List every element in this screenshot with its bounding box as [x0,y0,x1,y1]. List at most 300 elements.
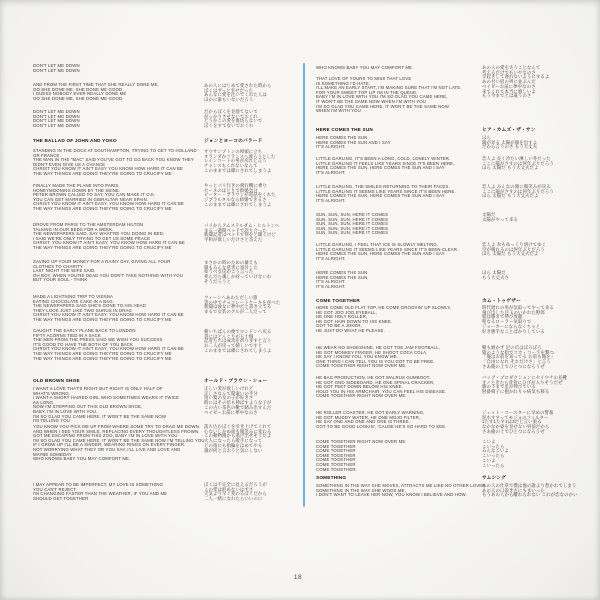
lyric-line: がっかりさせないでおくれ [204,113,258,119]
lyric-verse [316,136,478,150]
lyric-line: お二人が戻って嬉しいですと [204,343,263,349]
song-title-text: サムシング [482,475,506,480]
lyric-line: HE ONE HOLY ROLLER, [316,314,368,320]
lyric-line: ベイビーお前に夢中なのさ [204,409,258,415]
lyric-line: こいったら [482,443,505,449]
lyric-line: HERE COMES THE SUN, HERE COMES THE SUN AND I SAY [316,193,445,199]
lyric-line: まさかの時のための蓄えも [204,260,258,265]
lyric-line: SUN, SUN, SUN, HERE IT COMES [316,216,389,222]
lyric-line: I'M CHANGING FASTER THAN THE WEATHER, IF YOU AND ME [33,491,168,497]
lyric-verse [316,376,478,399]
lyric-line: あんなに愛を注いでくれた人は [204,92,267,98]
song-title [33,378,208,383]
lyric-verse [482,484,596,498]
lyric-line: OH BOY, WHEN YOU'RE DEAD YOU DON'T TAKE NOTHING WITH YOU [33,272,184,278]
lyric-line: HE GOT HAIR DOWN TO HIS KNEE. [316,318,393,324]
lyric-line: I'M SO GLAD YOU CAME HERE, IT WON'T BE THE SAME NOW I'M TELLING YOU [33,437,205,443]
lyric-line: 陽が昇る 太陽が顔を出すよ [482,139,538,145]
lyric-line: LITTLE DARLING, IT'S BEEN A LONG, COLD, LONELY WINTER. [316,156,451,161]
lyric-line: 新聞は彼女に夢中だと書き立てる [204,304,272,310]
lyric-verse [316,243,478,261]
lyric-line: やっとパリ行きの飛行機に乗り [204,183,267,188]
lyric-line: 恋人よ 長く冷たい淋しい冬だった [482,156,551,161]
lyric-line: I MAY APPEAR TO BE IMPERFECT, MY LOVE IS SOMETHING [33,482,164,487]
lyric-line: BABY I'M IN LOVE WITH YOU I'M SO GLAD YOU CAME HERE, [316,94,448,100]
lyric-line: COME TOGETHER [316,448,356,454]
lyric-line: AS LONG. [33,399,55,405]
lyric-line: 好き勝手なことばかりしている [482,328,545,334]
lyric-line: 「自由になれ それだけさ」と言う [482,359,551,365]
lyric-line: HE GOT FEET DOWN BELOW HIS KNEE. [316,384,403,390]
lyric-line: だからぼくを見捨てないで [204,109,258,114]
lyric-line: IS SOMETHING I'D HATE. [316,80,371,86]
lyric-line: 正しい愛が欲しいけれど [204,386,254,391]
lyric-verse [204,224,304,243]
lyric-line: この古い茶色の靴で踏み出すんだ [204,404,272,410]
lyric-verse [204,184,304,208]
lyric-line: OO SHE DONE ME, SHE DONE ME GOOD. [33,86,124,92]
lyric-verse [204,110,304,129]
lyric-line: 大人になったら歌手になって [204,438,263,444]
song-title [482,475,596,480]
lyric-line: ほら 太陽だ もう大丈夫だよ [482,251,539,257]
lyric-verse [204,261,304,285]
lyric-line: みんなこいよ [482,448,509,454]
lyric-line: DIDN'T EVEN GIVE US A CHANCE [33,161,106,167]
lyric-line: I'LL MAKE AN EARLY START, I'M MAKING SURE THAT I'M NOT LATE. [316,85,462,91]
lyric-verse [33,387,208,424]
lyric-line: IT'S ALRIGHT. [316,144,346,150]
lyric-line: LITTLE DARLING, THE SMILES RETURNING TO THEIR FACES. [316,184,450,189]
lyric-verse [204,330,304,354]
lyric-line: THE NEWSPAPERS SAID SHE'S GONE TO HIS HEAD [33,303,146,309]
lyric-line: HOLD YOU IN HIS ARMCHAIR, YOU CAN FEEL HIS DISEASE. [316,388,447,394]
lyric-line: IT'S GOOD TO HAVE THE BOTH OF YOU BACK [33,341,134,347]
lyric-line: 短い髪の女の子が好きさ [204,395,254,401]
lyric-line: DON'T LET ME DOWN [33,113,80,119]
lyric-line: 空が晴れるのは何年ぶりだろう [482,246,545,252]
lyric-line: FINALLY MADE THE PLANE INTO PARIS, [33,183,120,188]
song-title [316,127,478,132]
lyric-line: あの人の愛を失うことなんて [482,65,541,70]
lyric-verse [33,184,208,212]
lyric-line: なかなか姿を見せない男前だから [482,424,550,430]
lyric-verse [482,136,596,150]
lyric-line: オランダかフランスへ渡ろうとした [204,153,276,159]
lyric-line: CHRIST YOU KNOW IT AIN'T EASY, YOU KNOW HOW HARD IT CAN BE [33,312,184,318]
lyric-line: ぼくをすてないでおくれ [204,123,254,129]
lyric-line: FOR YOUR SWEET TOP LIP I'M IN THE QUEUE, [316,89,418,95]
lyric-line: COME TOGETHER [316,443,356,449]
lyric-line: 太陽だ [482,212,496,217]
lyric-line: HERE COMES THE SUN [316,135,368,140]
lyric-line: DON'T LET ME DOWN [33,122,80,128]
lyric-line: CHRIST YOU KNOW IT AIN'T EASY, YOU KNOW HOW HARD IT CAN BE [33,201,184,207]
song-title-text: ジョンとヨーコのバラード [204,138,263,143]
lyric-verse [204,483,304,502]
lyric-line: 膝の下まで足が伸びている [482,384,536,390]
lyric-line: I'M SO GLAD YOU CAME HERE, IT WON'T BE THE SAME NOW [316,103,450,109]
lyric-line: DROVE FROM PARIS TO THE AMSTERDAM HILTON [33,222,144,227]
lyric-verse [482,411,596,435]
lyric-line: IT'S ALRIGHT [316,279,345,285]
lyric-line: IT'S ALRIGHT. [316,169,346,175]
lyric-line: HE ROLLER COASTER, HE GOT EARLY WARNING, [316,410,425,415]
lyric-line: THE WAY THINGS ARE GOING THEY'RE GOING TO CRUCIFY ME [33,205,172,211]
lyric-verse [482,243,596,257]
lyric-line: LITTLE DARLING IT SEEMS LIKE YEARS SINCE IT'S BEEN HERE. [316,188,456,194]
lyric-line: 太陽がやって来る [482,216,518,222]
lyric-line: PETER BROWN CALLED TO SAY, YOU CAN MAKE IT O.K. [33,192,156,198]
page-number: 18 [293,574,303,581]
lyric-line: このままでは磔にされてしまうよ [204,167,272,173]
lyric-line: そうだろうと [204,278,231,284]
lyric-line: ほら [482,135,491,140]
lyric-line: IF I GROW UP I'LL BE A SINGER, WEARING RINGS ON EVERY FINGER. [33,442,186,448]
lyric-line: I WANT A SHORT HAIRED GIRL WHO SOMETIMES WEARS IT TWICE [33,395,180,401]
lyric-line: 朝いちばんの便でロンドンへ戻る [204,329,272,334]
lyric-line: ほら 太陽だ もう大丈夫だよ [482,193,539,199]
lyric-line: この愛は拒めないはずさ [204,486,254,492]
lyric-line: HERE COMES THE SUN [316,270,368,275]
lyric-line: もう大丈夫さ [482,274,509,280]
lyric-verse [316,440,478,472]
lyric-line: ウィーンへあわただしい旅 [204,295,258,300]
lyric-line: こいったら [482,453,505,459]
lyric-line: SHOULD GET TOGETHER [33,495,89,501]
lyric-line: LITTLE DARLING IT SEEMS LIKE YEARS SINCE IT'S BEEN CLEAR. [316,246,459,252]
lyric-line: あの人の口説き方にもまいった [482,487,545,493]
lyric-line: THEY LOOK JUST LIKE TWO GURUS IN DRAG [33,307,133,313]
song-title-text: HERE COMES THE SUN [316,127,373,132]
lyric-line: ゆうべ女房がこう言った [204,269,254,275]
lyric-line: STANDING IN THE DOCK AT SOUTHAMPTON, TRYING TO GET TO HOLLAND [33,148,197,153]
lyric-line: あの甘い唇の列に並ぶんだ [482,79,536,85]
lyric-line: ぼくはずっと幸せだった [204,87,254,93]
lyric-line: WHO KNOWS BABY YOU MAY COMFORT ME. [33,456,131,462]
lyric-line: 袋の中でチョコレートケーキを食べた [204,299,281,305]
lyric-verse [204,387,304,415]
lyric-line: セーヌのほとりで新婚気分 [204,187,258,193]
lyric-line: WHEN I'M WITH YOU [316,108,361,114]
lyric-line: 猿のような指でコカ・コーラを撃つ [482,349,554,355]
lyric-line: AND WHEN I SEE YOUR SMILE, REPLACING EVERY THOUGHTLESS FROWN. [33,428,200,434]
song-title-text: THE BALLAD OF JOHN AND YOKO [33,138,117,143]
lyric-line: IT'S ALRIGHT. [316,255,346,261]
song-title-text: オールド・ブラウン・シュー [204,378,268,383]
song-title [204,138,304,143]
lyric-line: 時にはその倍も伸ばすような子が [204,400,272,406]
lyric-line: HERE COMES THE SUN, HERE COMES THE SUN AND I SAY [316,165,445,171]
lyric-verse [316,157,478,175]
translation-column-left-japanese [204,0,304,600]
lyric-line: SUN, SUN, SUN, HERE IT COMES [316,230,389,236]
lyric-line: IT WON'T BE THE SAME NOW WHEN I'M WITH YOU [316,98,427,104]
lyric-line: I SAID WE'RE ONLY TRYING TO GET US SOME PEACE [33,235,151,241]
lyrics-column-left-english [33,0,208,600]
lyric-line: 時代遅れの男が気取ってやって来る [482,305,554,310]
lyric-line: まる一週間ベッドで語り合った [204,227,267,233]
lyric-line: SAVING UP YOUR MONEY FOR A RAINY DAY, GIVING ALL YOUR [33,259,171,264]
lyric-line: パリからアムステルダム・ヒルトンへ [204,223,280,228]
lyric-line: ジェット・コースターに早めの警報 [482,410,554,415]
song-title-text: OLD BROWN SHOE [33,378,80,383]
lyric-line: ONE THING I CAN TELL YOU IS YOU GOT TO BE FREE. [316,358,435,364]
lyric-line: ほら 太陽だ [482,270,506,275]
lyric-line: FIFTY ACORNS TIED IN A SACK [33,332,101,338]
lyric-line: SOMETHING IN THE WAY SHE WOOS ME. [316,487,406,493]
lyric-verse [316,185,478,203]
lyric-line: 早起きして遅れないようにするよ [482,74,550,80]
lyric-line: THE WAY THINGS ARE GOING THEY'RE GOING TO CRUCIFY ME [33,316,172,322]
lyric-line: どの指にも指輪をはめてやる [204,442,263,448]
lyric-line: 泥水すすってモジョのフィルター [482,414,549,420]
lyric-line: SUN, SUN, SUN, HERE IT COMES [316,221,389,227]
lyric-line: I'M TELLING YOU [33,418,71,424]
lyric-line: 落ち込むぼくを引き上げてくれて [204,424,272,429]
song-title-text: SOMETHING [316,475,347,480]
lyric-line: COME TOGETHER [316,457,356,463]
song-title [316,475,478,480]
lyric-line: HE WEAR NO SHOESHINE, HE GOT TOE JAM FOOTBALL, [316,345,440,350]
lyric-line: CHRIST YOU KNOW IT AIN'T EASY, YOU KNOW HOW HARD IT CAN BE [33,346,184,352]
lyric-line: HE BAG PRODUCTION, HE GOT WALRUS GUMBOOT, [316,375,431,380]
lyric-line: ピーター・ブラウンが電話をくれた [204,192,276,198]
lyric-line: SUN, SUN, SUN, HERE IT COMES [316,212,389,217]
lyric-line: 髪は膝まで伸び放題 [482,314,523,320]
translation-column-right-japanese [482,0,596,600]
lyric-line: WHO KNOWS BABY YOU MAY COMFORT ME. [316,65,414,70]
lyric-line: AND FROM THE FIRST TIME THAT SHE REALLY DONE ME, [33,82,159,87]
lyric-line: NOW I'M STEPPING OUT THIS OLD BROWN SHOE, [33,404,143,410]
lyric-line: MADE A LIGHTNING TRIP TO VIENNA [33,294,113,299]
song-title [204,378,304,383]
lyric-line: IT'S ALRIGHT. [316,197,346,203]
lyric-line: I GUESS NOBODY EVER REALLY DONE ME [33,91,127,97]
song-title-text: COME TOGETHER [316,298,360,303]
lyric-verse [316,66,478,71]
lyric-line: CLOTHES TO CHARITY. [33,263,84,269]
lyric-line: ジブラルタルなら結婚できるさ [204,197,267,203]
lyric-line: DON'T LET ME DOWN [33,118,80,124]
lyric-line: 肘掛椅子に抱かれりゃ病気も移る [482,389,550,395]
lyric-line: WHAT'S WRONG. [33,390,71,396]
song-title-text: ヒア・カムズ・ザ・サン [482,127,536,132]
song-title [482,298,596,303]
lyric-line: SUN, SUN, SUN, HERE IT COMES [316,225,389,231]
lyric-line: HERE COMES THE SUN AND I SAY [316,139,391,145]
lyric-verse [33,295,208,323]
lyric-verse [482,66,596,99]
lyric-verse [316,483,487,498]
lyric-line: こいよ [482,439,496,444]
lyric-line: HERE COMES THE SUN, HERE COMES THE SUN AND I SAY [316,251,445,257]
lyric-line: 恋人よ みんなの顔に微笑みが戻る [482,184,551,189]
song-title [482,127,596,132]
lyric-line: HE SAY ONE AND ONE AND ONE IS THREE. [316,419,411,425]
lyric-line: このままでは磔にされてしまうよ [204,201,272,207]
lyric-line: IT'S ALRIGHT. [316,283,346,289]
lyric-line: あの人にはじめて愛された時から [204,83,272,88]
song-title [33,138,208,143]
lyric-verse [204,296,304,315]
lyric-line: ベイビーお前に夢中なのさ [482,83,536,89]
lyric-verse [482,157,596,171]
lyric-line: 誰が何と言おうと気にしない [204,447,263,453]
lyric-line: HE GOT MUDDY WATER, HE ONE MOJO FILTER, [316,414,421,420]
lyric-line: THE NEWSPAPERS SAID, SAY WHAT'RE YOU DOING IN BED. [33,231,165,237]
song-title [316,298,478,303]
lyric-line: I DON'T WANT TO LEAVE HER NOW, YOU KNOW I BELIEVE AND HOW. [316,492,467,498]
lyric-line: 天気より早く変わるぼくだから [204,491,267,497]
lyric-line: LITTLE DARLING, I FEEL THAT ICE IS SLOWLY MELTING. [316,242,439,247]
lyric-verse [33,329,208,361]
lyric-verse [316,306,478,334]
lyric-line: この動物園から逃げ出せそうだよ [204,433,272,439]
lyric-line: THE WAY THINGS ARE GOING THEY'RE GOING TO CRUCIFY ME [33,355,172,361]
lyric-line: THE WAY THINGS ARE GOING THEY'RE GOING TO CRUCIFY ME [33,350,172,356]
lyric-line: 死んだら魂しか持っていけないわ [204,274,272,280]
lyric-line: バッグ・プロダクションにセイウチの長靴 [482,375,568,380]
lyric-line: さあ俺の上でひとつになろうぜ [482,428,545,434]
lyric-line: 二人一緒になれたらいいのに [204,496,263,502]
lyric-line: 1たす1たす1は3だと言い張る [482,419,542,425]
lyric-line: HERE COMES THE SUN [316,274,368,280]
lyric-line: ほら 太陽だ もう大丈夫だよ [482,165,539,171]
lyric-line: チャンスもくれないなんて [204,163,258,169]
lyric-verse [316,346,478,369]
lyric-line: COME TOGETHER [316,461,356,467]
lyric-line: GOT ME ESCAPING FROM THIS ZOO, BABY I'M IN LOVE WITH YOU [33,433,178,439]
lyric-line: LITTLE DARLING IT FEELS LIKE YEARS SINCE IT'S BEEN HERE. [316,160,455,166]
lyric-line: ここに陽がさすのは何年ぶりだろう [482,160,554,166]
column-divider-rule [303,63,305,507]
lyric-line: LAST NIGHT THE WIFE SAID, [33,268,96,274]
lyric-line: DON'T LET ME DOWN [33,109,80,114]
lyric-line: ぼくは不完全に見えるだろうが [204,482,267,487]
lyric-line: このままでは磔にされてしまうよ [204,347,272,353]
lyric-line: HONEYMOONING DOWN BY THE SEINE. [33,187,121,193]
lyric-line: CHRIST, YOU KNOW IT AIN'T EASY, YOU KNOW HOW HARD IT CAN BE [33,240,185,246]
lyric-verse [482,185,596,199]
lyric-line: COME TOGETHER RIGHT NOW OVER ME. [316,393,407,399]
lyric-line: THAT LOVE OF YOURS TO MISS THAT LOVE [316,76,412,81]
lyric-verse [33,110,208,128]
lyric-line: あの人の仕草で僕は他の誰より惹かれてしまう [482,483,577,488]
lyric-line: どうかこの愛を裏切らないで [204,118,263,124]
lyric-line: I'M SO GLAD YOU CAME HERE, IT WON'T BE THE SAME NOW [33,413,167,419]
song-title-text: カム・トゥゲザー [482,298,521,303]
lyric-line: NOT WORRYING WHAT THEY OR YOU SAY, I'LL LIVE AND LOVE AND [33,446,181,452]
lyric-line: I WANT A LOVE THAT'S RIGHT BUT RIGHT IS ONLY HALF OF [33,386,163,391]
lyric-line: COME TOGETHER [316,452,356,458]
lyric-line: まるで女装のグルが二人だって [204,309,267,315]
lyric-verse [33,83,208,101]
lyric-verse [33,483,208,501]
lyric-line: OR FRANCE. [33,152,61,158]
lyric-verse [33,260,208,283]
lyric-verse [204,425,304,453]
lyric-verse [482,376,596,395]
lyric-line: 聖なるローラー気取りで [482,319,532,325]
lyric-line: THE WAY THINGS ARE GOING THEY'RE GOING TO CRUCIFY ME [33,244,172,250]
lyric-verse [482,271,596,280]
lyric-verse [33,223,208,251]
lyric-line: COME TOGETHER. [316,466,357,472]
lyric-line: HE GOT ONO SIDEBOARD, HE ONE SPINAL CRACKER, [316,379,435,385]
lyric-line: 「俺はお前を知ってる お前も俺を」 [482,354,556,360]
lyric-line: BABY, I'M IN LOVE WITH YOU. [33,408,98,414]
lyric-line: 袋にはどんぐりが五十個 [204,333,254,339]
lyric-line: 服もみんな慈善に寄付した [204,264,258,270]
lyric-line: THE WAY THINGS ARE GOING THEY'RE GOING TO CRUCIFY ME [33,170,172,176]
lyric-verse [33,425,208,462]
lyric-verse [316,77,478,114]
lyric-line: HERE COME OLD FLAT TOP, HE COME GROOVIN' UP SLOWLY, [316,305,452,310]
lyric-line: OO SHE DONE ME, SHE DONE ME GOOD. [33,95,124,101]
lyric-line: 飛び出した目玉のいかれた野郎 [482,309,545,315]
lyric-line: オノときたら背骨にひびが入りそうだぜ [482,379,563,385]
lyric-line: SOMETHING IN THE WAY SHE MOVES, ATTRACTS ME LIKE NO OTHER LOVER. [316,483,487,488]
lyric-verse [316,271,478,289]
lyric-line: DON'T LET ME DOWN [33,63,80,68]
lyric-line: HE SAY I KNOW YOU, YOU KNOW ME. [316,354,399,360]
lyric-verse [482,306,596,334]
lyric-line: HE GOT JOO JOO EYEBALL, [316,309,378,315]
lyric-line: THE MAN IN THE "MAC" SAID YOU'VE GOT TO GO BACK YOU KNOW THEY [33,157,194,163]
lyric-line: 正しさなんて間違いの半分 [204,390,258,396]
lyric-line: 考えるだけでもいやなのさ [482,69,536,75]
lyric-line: もう今までとは違うのさ [482,93,532,99]
lyric-line: ほかに誰もいないだろう [204,97,254,103]
lyric-verse [33,149,208,177]
lyric-line: サウサンプトンの埠頭に立ち [204,149,263,154]
lyric-verse [482,213,596,222]
lyric-line: 新聞記者はベッドで何をと聞くけど [204,232,276,238]
lyric-line: こいったら [482,462,505,468]
lyric-line: もうあの人から離れられない これが恋なのかい [482,492,578,498]
lyric-line: 記者たちは成功を祈りますと言う [204,338,272,344]
lyric-verse [316,213,478,236]
lyric-line: THE MEN FROM THE PRESS SAID WE WISH YOU SUCCESS [33,337,163,343]
lyric-line: HE JUST DO WHAT HE PLEASE. [316,327,385,333]
lyric-line: GOT TO BE A JOKER, [316,323,362,329]
lyric-line: 靴も磨かず 足の爪はぼろぼろ [482,345,542,350]
lyric-line: CAUGHT THE EARLY PLANE BACK TO LONDON [33,328,136,333]
lyric-verse [482,346,596,370]
lyric-line: YOU CAN'T REJECT. [33,486,77,492]
lyric-verse [204,150,304,174]
lyric-line: COME TOGETHER RIGHT NOW OVER ME. [316,439,407,444]
lyric-line: 平和が欲しいだけさと答えた [204,237,263,243]
lyric-line: GOT TO BE GOOD LOOKIN', 'CAUSE HE'S SO HARD TO SEE. [316,423,447,429]
lyric-line: だから言うのさ もう大丈夫 [482,144,538,150]
lyric-line: MAYBE SOMEDAY [33,451,72,457]
lyric-verse [482,440,596,468]
lyric-line: CHRIST YOU KNOW IT AIN'T EASY YOU KNOW HOW HARD IT CAN BE [33,166,184,172]
lyric-line: TALKING IN OUR BEDS FOR A WEEK. [33,226,114,232]
lyric-verse [316,411,478,429]
lyric-line: 恋人よ 氷もゆっくり溶けてゆく [482,242,547,247]
lyric-line: EATING CHOCOLATE CAKE IN A BAG. [33,298,115,304]
lyric-line: COME TOGETHER RIGHT NOW OVER ME. [316,363,407,369]
lyric-line: レインコートの男が戻れと言う [204,158,267,164]
lyric-line: ここに陽がさすのは何年ぶりだろう [482,188,554,194]
lyric-line: DON'T LET ME DOWN [33,67,80,73]
lyric-line: BUT YOUR SOUL - THINK [33,277,88,283]
lyric-verse [204,84,304,103]
lyric-line: HE GOT MONKEY FINGER, HE SHOOT COCA COLA, [316,349,428,355]
